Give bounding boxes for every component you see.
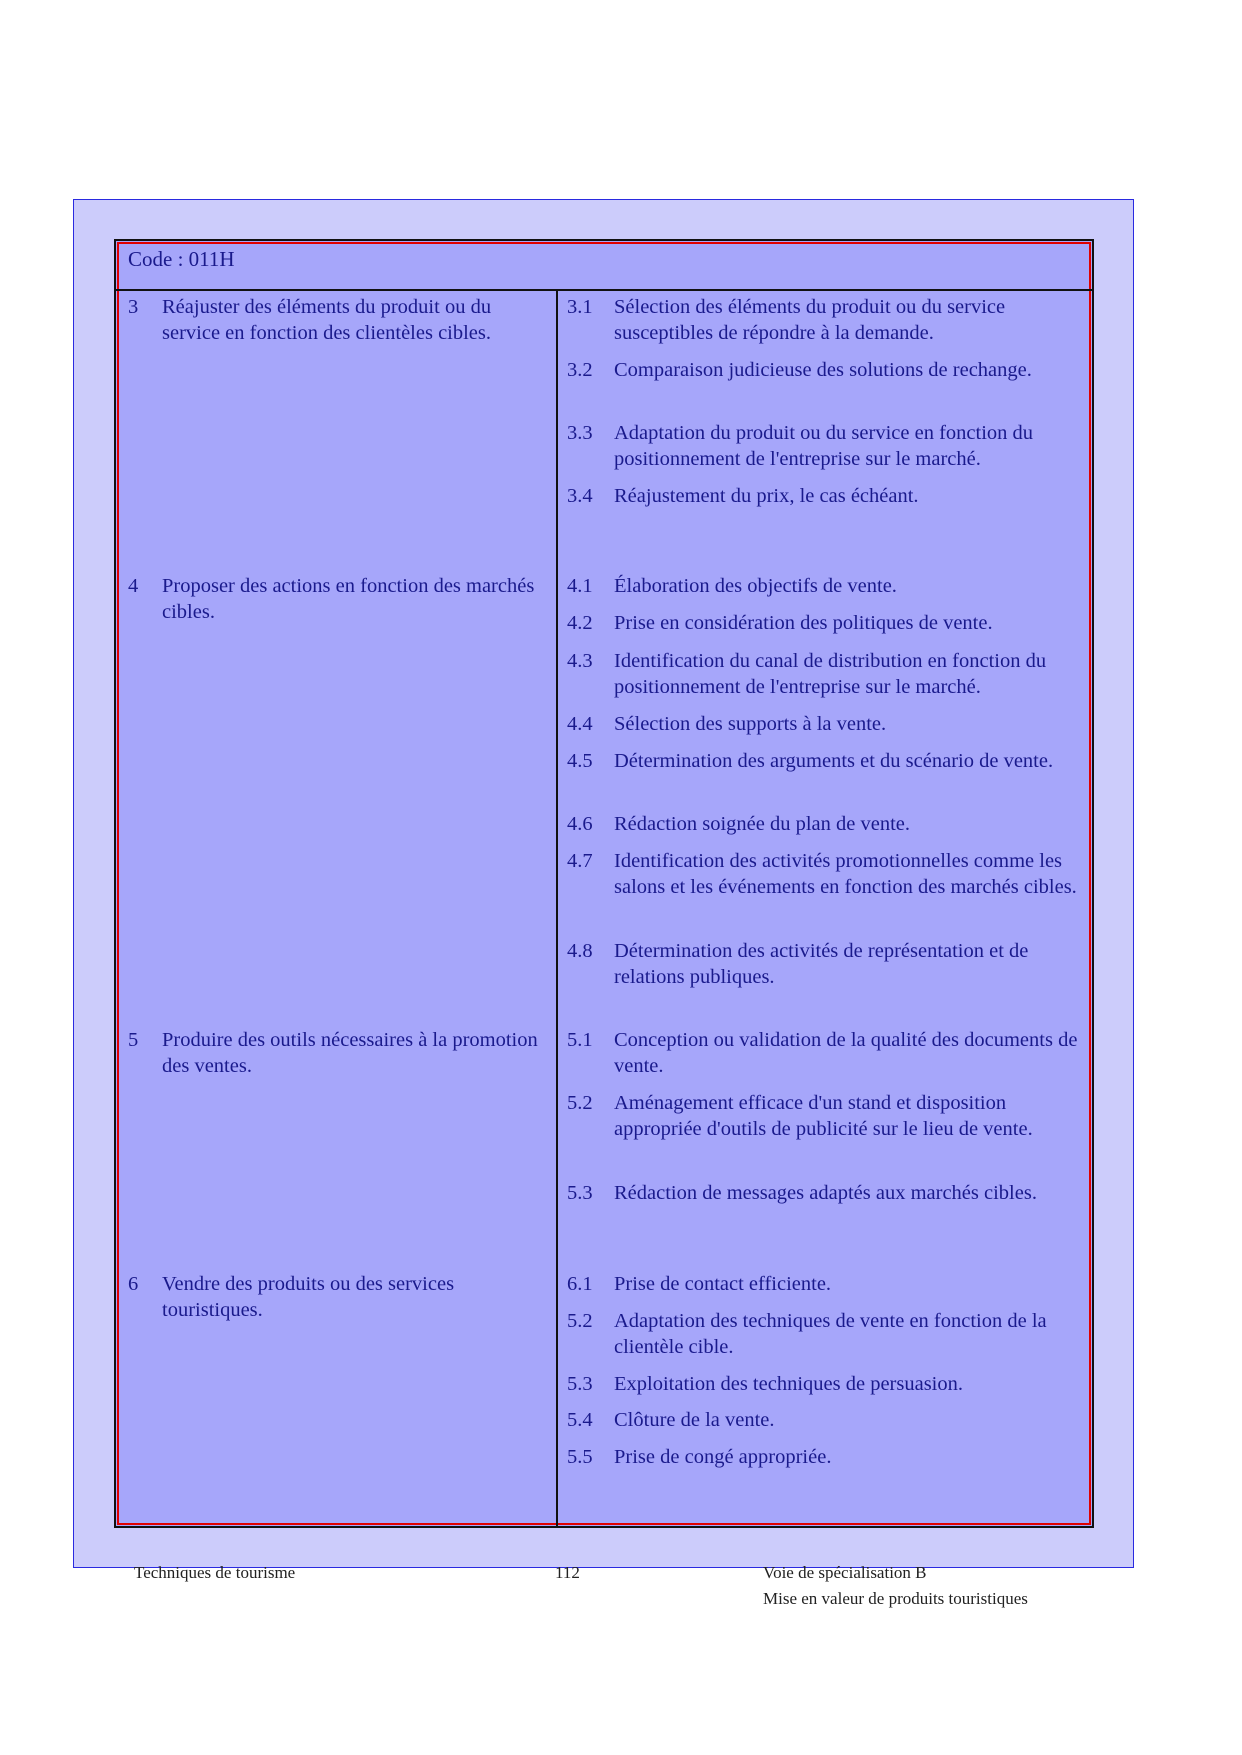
element-number: 6 <box>128 1273 139 1295</box>
criterion-number: 5.3 <box>567 1182 593 1204</box>
criterion-number: 4.4 <box>567 713 593 735</box>
criterion-number: 5.3 <box>567 1373 593 1395</box>
criterion-text: Prise de congé appropriée. <box>614 1446 832 1468</box>
element-number: 5 <box>128 1029 139 1051</box>
criterion-text: Sélection des supports à la vente. <box>614 713 887 735</box>
element-text: Vendre des produits ou des services touristiques. <box>162 1273 455 1321</box>
criterion-text: Prise de contact efficiente. <box>614 1273 832 1295</box>
criterion-text: Exploitation des techniques de persuasion. <box>614 1373 963 1395</box>
header-divider <box>114 289 1094 291</box>
code-label: Code : 011H <box>128 247 235 271</box>
criterion-number: 3.3 <box>567 422 593 444</box>
criterion-text: Élaboration des objectifs de vente. <box>614 575 897 597</box>
criterion-number: 4.8 <box>567 940 593 962</box>
footer-module: Mise en valeur de produits touristiques <box>763 1589 1028 1608</box>
criterion-number: 3.2 <box>567 359 593 381</box>
footer-pathway: Voie de spécialisation B <box>763 1563 927 1582</box>
criterion-text: Sélection des éléments du produit ou du service susceptibles de répondre à la demande. <box>614 296 1006 344</box>
criterion-number: 4.5 <box>567 750 593 772</box>
criterion-number: 4.1 <box>567 575 593 597</box>
criterion-text: Adaptation du produit ou du service en fonction du positionnement de l'entreprise sur le marché. <box>614 422 1034 470</box>
criterion-text: Identification du canal de distribution en fonction du positionnement de l'entreprise sur le marché. <box>614 650 1047 698</box>
criterion-text: Comparaison judicieuse des solutions de rechange. <box>614 359 1032 381</box>
criterion-text: Identification des activités promotionnelles comme les salons et les événements en fonction des marchés cibles. <box>614 850 1077 898</box>
criterion-number: 4.6 <box>567 813 593 835</box>
criterion-text: Clôture de la vente. <box>614 1409 775 1431</box>
criterion-text: Rédaction soignée du plan de vente. <box>614 813 911 835</box>
criterion-number: 4.3 <box>567 650 593 672</box>
element-text: Réajuster des éléments du produit ou du service en fonction des clientèles cibles. <box>162 296 492 344</box>
criterion-text: Détermination des activités de représentation et de relations publiques. <box>614 940 1029 988</box>
element-number: 3 <box>128 296 139 318</box>
column-divider <box>556 290 558 1528</box>
element-text: Produire des outils nécessaires à la promotion des ventes. <box>162 1029 538 1077</box>
criterion-number: 3.4 <box>567 485 593 507</box>
criterion-text: Adaptation des techniques de vente en fonction de la clientèle cible. <box>614 1310 1047 1358</box>
criterion-number: 5.2 <box>567 1092 593 1114</box>
element-number: 4 <box>128 575 139 597</box>
criterion-text: Rédaction de messages adaptés aux marchés cibles. <box>614 1182 1037 1204</box>
criterion-text: Détermination des arguments et du scénario de vente. <box>614 750 1054 772</box>
criterion-text: Aménagement efficace d'un stand et disposition appropriée d'outils de publicité sur le lieu de vente. <box>614 1092 1033 1140</box>
criterion-text: Prise en considération des politiques de vente. <box>614 612 993 634</box>
criterion-number: 4.2 <box>567 612 593 634</box>
footer-page-number: 112 <box>555 1563 580 1582</box>
criterion-number: 5.4 <box>567 1409 593 1431</box>
criterion-number: 5.1 <box>567 1029 593 1051</box>
criterion-number: 5.2 <box>567 1310 593 1332</box>
criterion-text: Réajustement du prix, le cas échéant. <box>614 485 919 507</box>
criterion-number: 4.7 <box>567 850 593 872</box>
criterion-number: 3.1 <box>567 296 593 318</box>
footer-program: Techniques de tourisme <box>134 1563 296 1582</box>
criterion-number: 6.1 <box>567 1273 593 1295</box>
criterion-number: 5.5 <box>567 1446 593 1468</box>
element-text: Proposer des actions en fonction des marchés cibles. <box>162 575 535 623</box>
criterion-text: Conception ou validation de la qualité des documents de vente. <box>614 1029 1078 1077</box>
